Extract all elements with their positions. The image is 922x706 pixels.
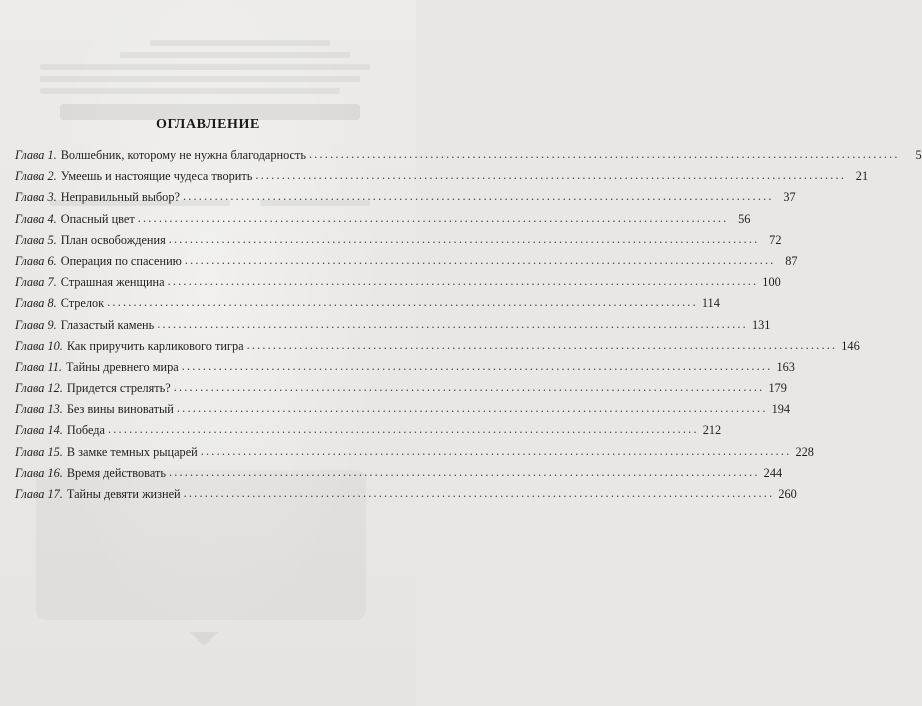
dot-leader: ................................................................................................................ (137, 210, 729, 225)
toc-entry (15, 464, 783, 487)
page-number: 194 (771, 402, 791, 417)
chapter-number: Глава 13. (15, 402, 63, 417)
toc-entry (15, 189, 796, 211)
toc-entry (15, 274, 781, 296)
chapter-title: В замке темных рыцарей (66, 444, 198, 459)
dot-leader: ................................................................................................................ (168, 464, 760, 479)
chapter-title: Тайны девяти жизней (66, 487, 181, 501)
chapter-title: Как приручить карликового тигра (66, 338, 244, 353)
dot-leader: ................................................................................................................ (108, 422, 699, 437)
chapter-title: Операция по спасению (60, 253, 182, 268)
toc-entry (15, 210, 751, 233)
table-of-contents (15, 147, 922, 508)
chapter-title: Волшебник, которому не нужна благодарность (60, 148, 306, 162)
page-number: 179 (768, 381, 787, 396)
dot-leader: ................................................................................................................ (246, 337, 838, 352)
toc-entry (15, 486, 797, 508)
page-number: 87 (785, 253, 798, 268)
chapter-number: Глава 14. (15, 423, 63, 438)
page-number: 131 (751, 317, 771, 332)
chapter-title: Опасный цвет (60, 211, 135, 226)
chapter-title: Время действовать (66, 465, 166, 480)
toc-entry (15, 358, 795, 381)
dot-leader: ................................................................................................................ (183, 486, 775, 500)
toc-entry (15, 401, 791, 423)
page-number: 114 (701, 296, 720, 311)
chapter-number: Глава 3. (15, 190, 57, 205)
chapter-title: Страшная женщина (60, 275, 165, 290)
dot-leader: ................................................................................................................ (157, 316, 748, 331)
page-number: 146 (841, 338, 860, 353)
page-number: 56 (738, 211, 751, 226)
chapter-number: Глава 4. (15, 211, 57, 226)
chapter-number: Глава 12. (15, 381, 63, 396)
chapter-title: Победа (66, 423, 105, 438)
chapter-title: Неправильный выбор? (60, 190, 180, 205)
chapter-number: Глава 7. (15, 275, 57, 290)
chapter-number: Глава 10. (15, 338, 63, 353)
page-number: 228 (795, 444, 814, 459)
toc-entry (15, 316, 771, 339)
chapter-title: Умеешь и настоящие чудеса творить (60, 169, 253, 184)
dot-leader: ................................................................................................................ (168, 231, 760, 246)
chapter-number: Глава 17. (15, 487, 63, 501)
dot-leader: ................................................................................................................ (107, 295, 698, 310)
toc-entry (15, 252, 798, 275)
dot-leader: ................................................................................................................ (173, 380, 765, 395)
dot-leader: ................................................................................................................ (184, 252, 776, 267)
chapter-title: Тайны древнего мира (65, 359, 179, 374)
table-of-contents-heading: ОГЛАВЛЕНИЕ (156, 117, 260, 132)
chapter-number: Глава 2. (15, 169, 57, 184)
page-number: 260 (778, 487, 797, 501)
chapter-title: Стрелок (60, 296, 105, 311)
page-number: 100 (762, 275, 781, 290)
toc-entry (15, 147, 922, 169)
page-number: 72 (769, 232, 782, 247)
dot-leader: ................................................................................................................ (200, 443, 792, 458)
chapter-title: Без вины виноватый (66, 402, 174, 417)
chapter-title: Придется стрелять? (66, 381, 171, 396)
dot-leader: ................................................................................................................ (167, 274, 759, 289)
dot-leader: ................................................................................................................ (182, 189, 774, 204)
page-number: 212 (702, 423, 722, 438)
toc-entry (15, 168, 869, 190)
page-number: 163 (776, 359, 795, 374)
chapter-title: Глазастый камень (60, 317, 155, 332)
chapter-number: Глава 16. (15, 465, 63, 480)
chapter-number: Глава 1. (15, 148, 57, 162)
page-number: 5 (915, 148, 922, 162)
page-number: 244 (763, 465, 783, 480)
toc-entry (15, 295, 720, 317)
toc-entry (15, 231, 782, 254)
chapter-number: Глава 6. (15, 253, 57, 268)
page-number: 21 (855, 169, 869, 184)
dot-leader: ................................................................................................................ (176, 401, 768, 416)
chapter-number: Глава 5. (15, 232, 57, 247)
chapter-title: План освобождения (60, 232, 166, 247)
page-number: 37 (783, 190, 796, 205)
chapter-number: Глава 9. (15, 317, 57, 332)
dot-leader: ................................................................................................................ (181, 358, 773, 373)
toc-entry (15, 380, 787, 402)
dot-leader: ................................................................................................................ (255, 168, 847, 183)
chapter-number: Глава 11. (15, 359, 62, 374)
dot-leader: ................................................................................................................ (308, 147, 900, 161)
chapter-number: Глава 8. (15, 296, 57, 311)
chapter-number: Глава 15. (15, 444, 63, 459)
toc-entry (15, 337, 860, 360)
toc-entry (15, 443, 814, 466)
toc-entry (15, 422, 722, 444)
